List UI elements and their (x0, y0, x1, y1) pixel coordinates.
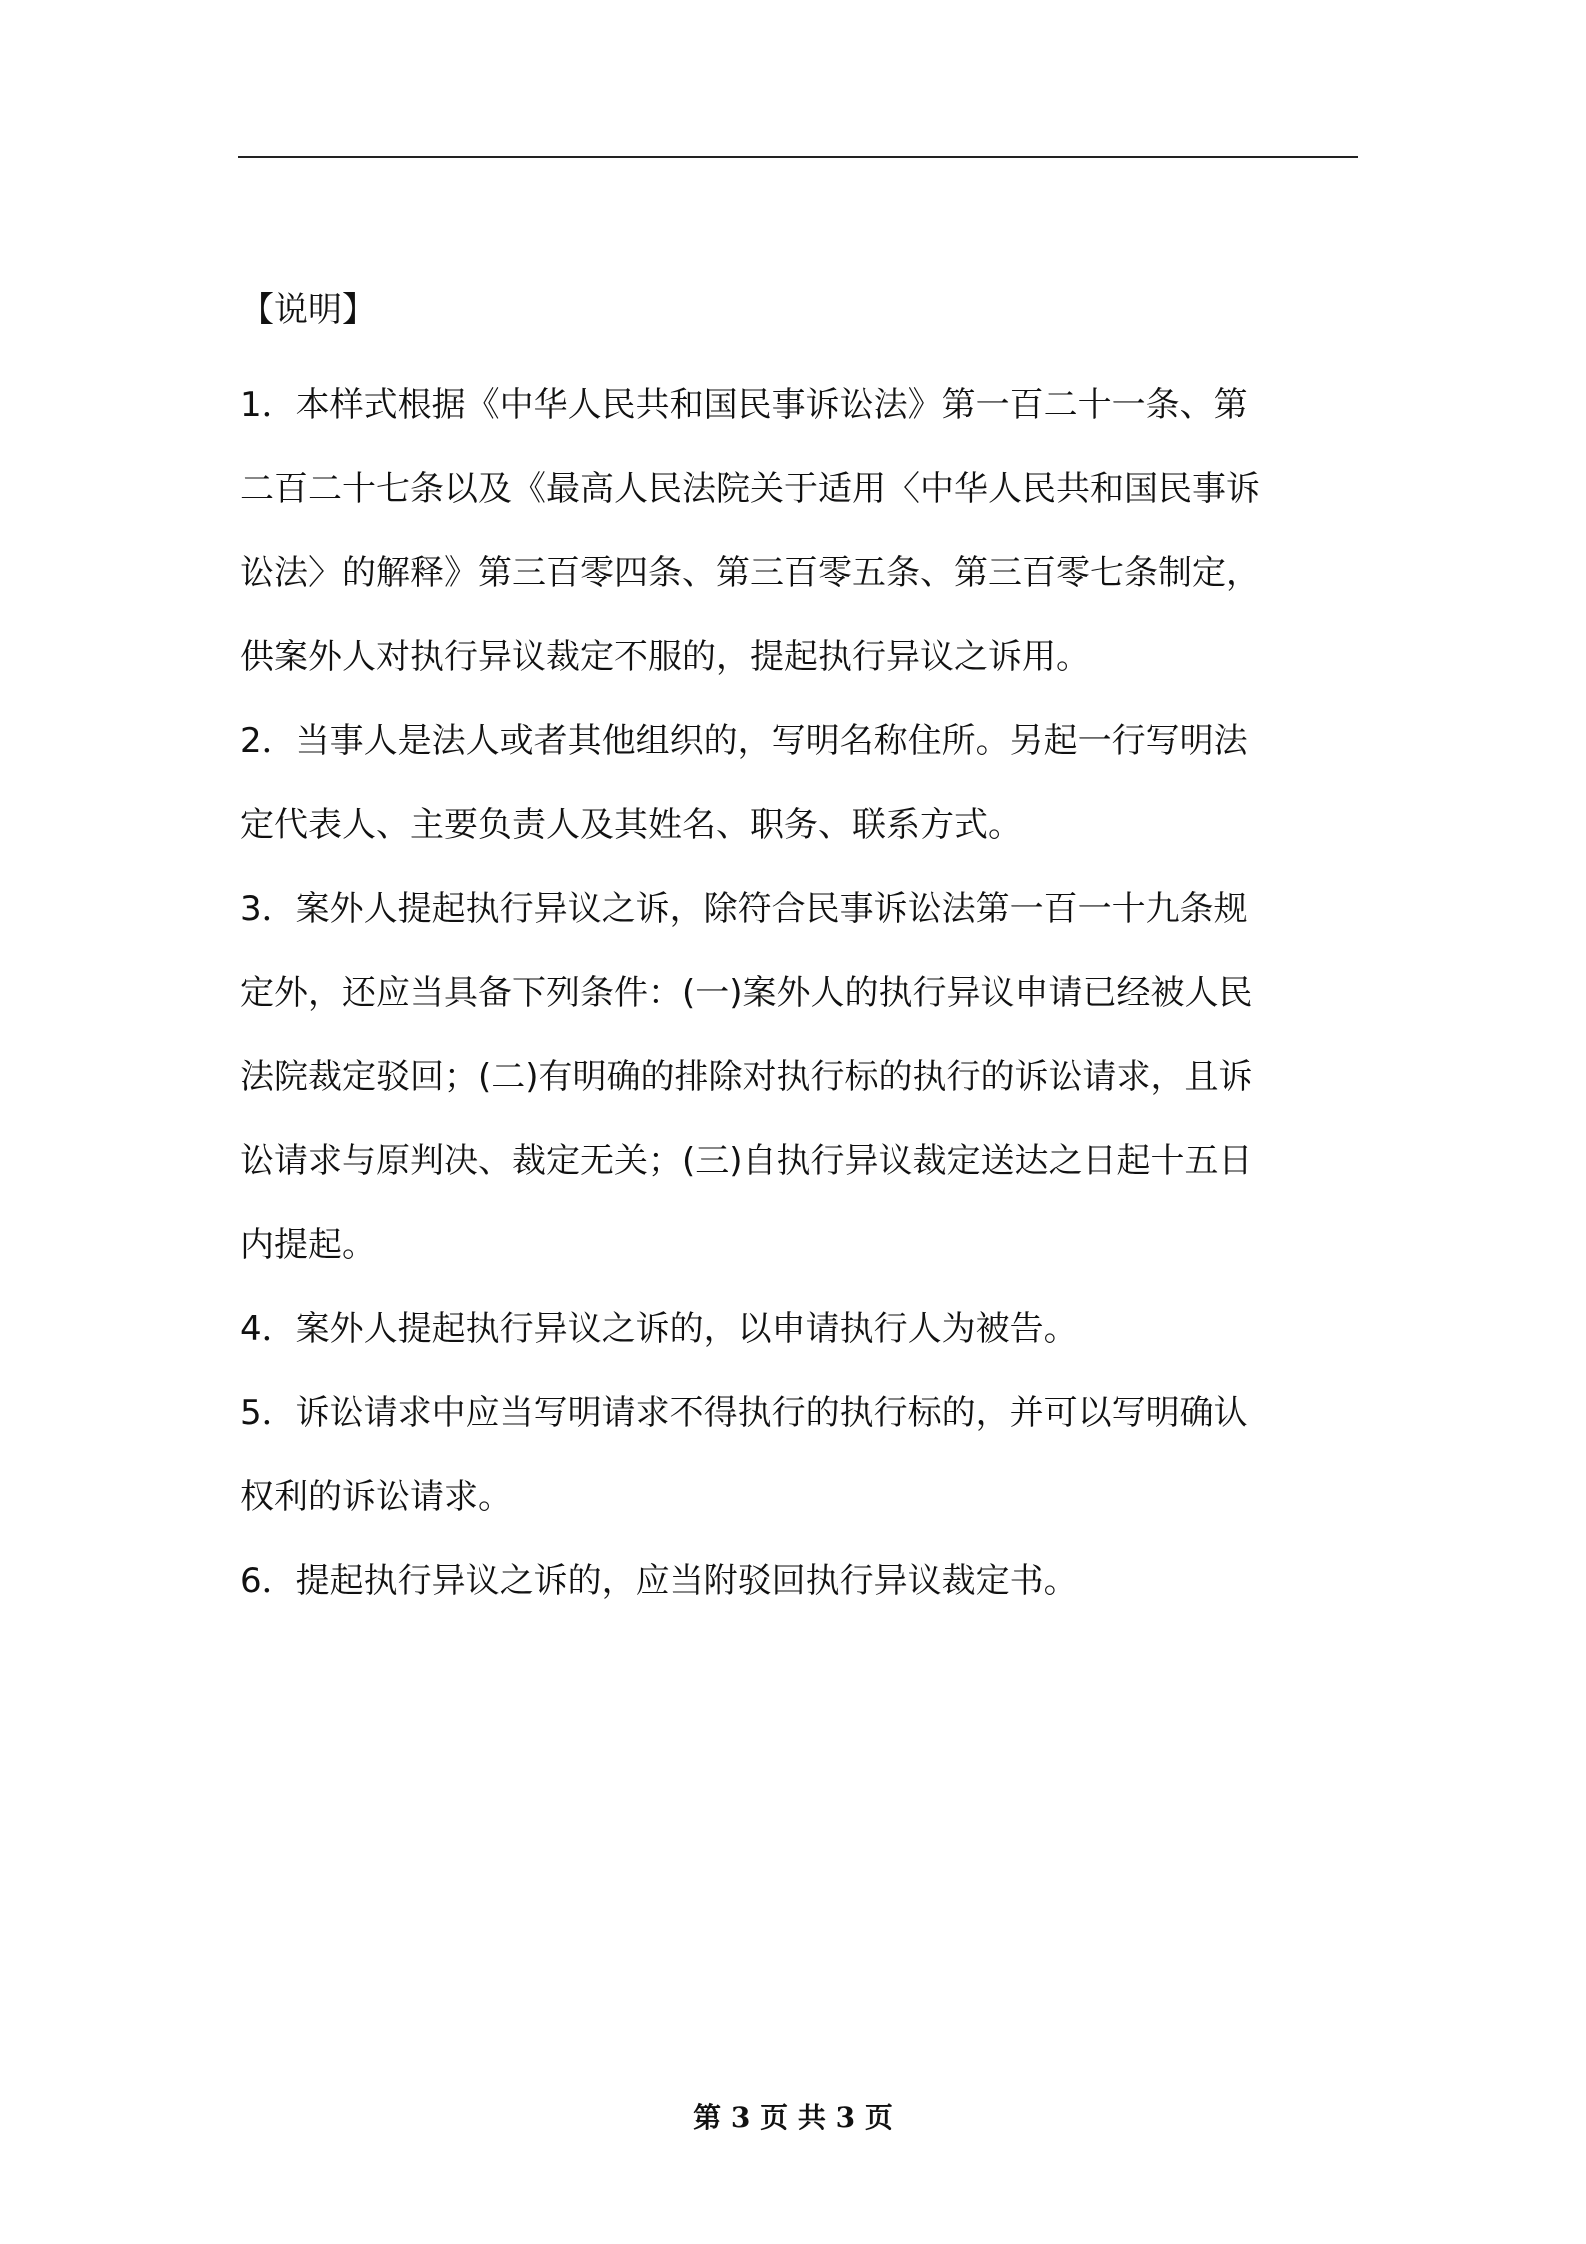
document-body (240, 285, 1360, 1623)
text-line: 内提起。 (240, 1225, 376, 1265)
text-line: 2．当事人是法人或者其他组织的，写明名称住所。另起一行写明法 (240, 721, 1248, 761)
text-line: 讼请求与原判决、裁定无关；(三)自执行异议裁定送达之日起十五日 (240, 1141, 1253, 1181)
text-line: 供案外人对执行异议裁定不服的，提起执行异议之诉用。 (240, 637, 1090, 677)
text-line: 4．案外人提起执行异议之诉的，以申请执行人为被告。 (240, 1309, 1078, 1349)
text-line: 5．诉讼请求中应当写明请求不得执行的执行标的，并可以写明确认 (240, 1393, 1248, 1433)
text-line: 3．案外人提起执行异议之诉，除符合民事诉讼法第一百一十九条规 (240, 889, 1248, 929)
text-line: 讼法〉的解释》第三百零四条、第三百零五条、第三百零七条制定， (240, 553, 1260, 593)
text-line: 权利的诉讼请求。 (240, 1477, 512, 1517)
text-line: 定代表人、主要负责人及其姓名、职务、联系方式。 (240, 805, 1022, 845)
text-line: 二百二十七条以及《最高人民法院关于适用〈中华人民共和国民事诉 (240, 469, 1260, 509)
text-line: 定外，还应当具备下列条件：(一)案外人的执行异议申请已经被人民 (240, 973, 1253, 1013)
page-number-footer: 第 3 页 共 3 页 (693, 2101, 893, 2134)
text-line: 法院裁定驳回；(二)有明确的排除对执行标的执行的诉讼请求，且诉 (240, 1057, 1253, 1097)
header-divider (238, 156, 1358, 158)
text-line: 6．提起执行异议之诉的，应当附驳回执行异议裁定书。 (240, 1561, 1078, 1601)
text-line: 1．本样式根据《中华人民共和国民事诉讼法》第一百二十一条、第 (240, 385, 1248, 425)
note-title: 【说明】 (240, 290, 376, 330)
